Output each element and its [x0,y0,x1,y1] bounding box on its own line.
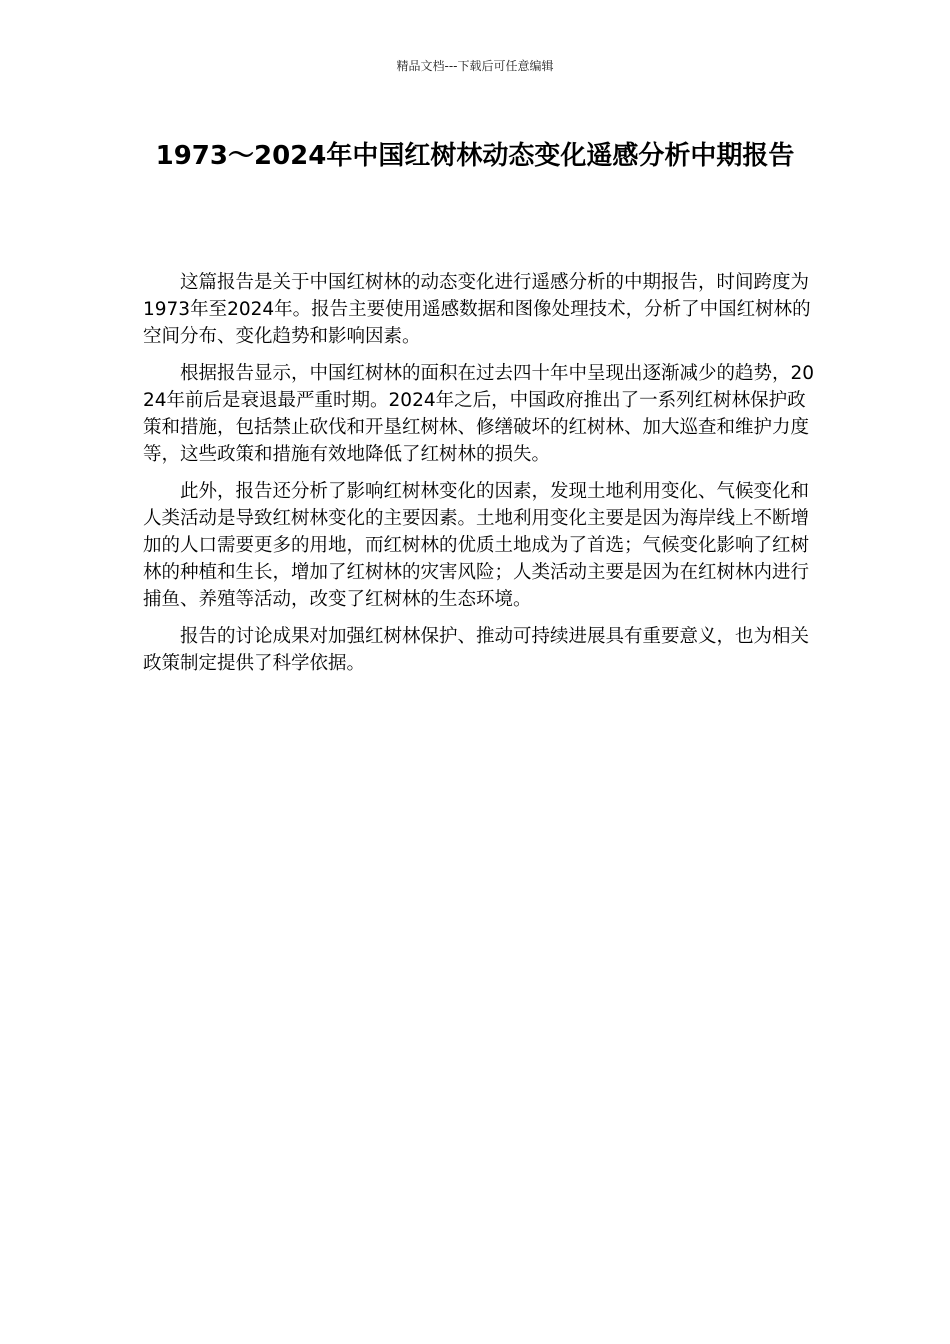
paragraph-3: 此外，报告还分析了影响红树林变化的因素，发现土地利用变化、气候变化和人类活动是导致红树林变化的主要因素。土地利用变化主要是因为海岸线上不断增加的人口需要更多的用地，而红树林的优质土地成为了首选；气候变化影响了红树林的种植和生长，增加了红树林的灾害风险；人类活动主要是因为在红树林内进行捕鱼、养殖等活动，改变了红树林的生态环境。 [143,481,810,610]
paragraph-1: 这篇报告是关于中国红树林的动态变化进行遥感分析的中期报告，时间跨度为1973年至2024年。报告主要使用遥感数据和图像处理技术，分析了中国红树林的空间分布、变化趋势和影响因素。 [143,272,811,347]
paragraph-4: 报告的讨论成果对加强红树林保护、推动可持续进展具有重要意义，也为相关政策制定提供了科学依据。 [143,626,810,674]
document-title: 1973～2024年中国红树林动态变化遥感分析中期报告 [155,141,795,171]
header-note: 精品文档---下载后可任意编辑 [396,59,554,73]
document-body [143,269,819,687]
paragraph-2: 根据报告显示，中国红树林的面积在过去四十年中呈现出逐渐减少的趋势，2024年前后是衰退最严重时期。2024年之后，中国政府推出了一系列红树林保护政策和措施，包括禁止砍伐和开垦红树林、修缮破坏的红树林、加大巡查和维护力度等，这些政策和措施有效地降低了红树林的损失。 [143,363,815,465]
